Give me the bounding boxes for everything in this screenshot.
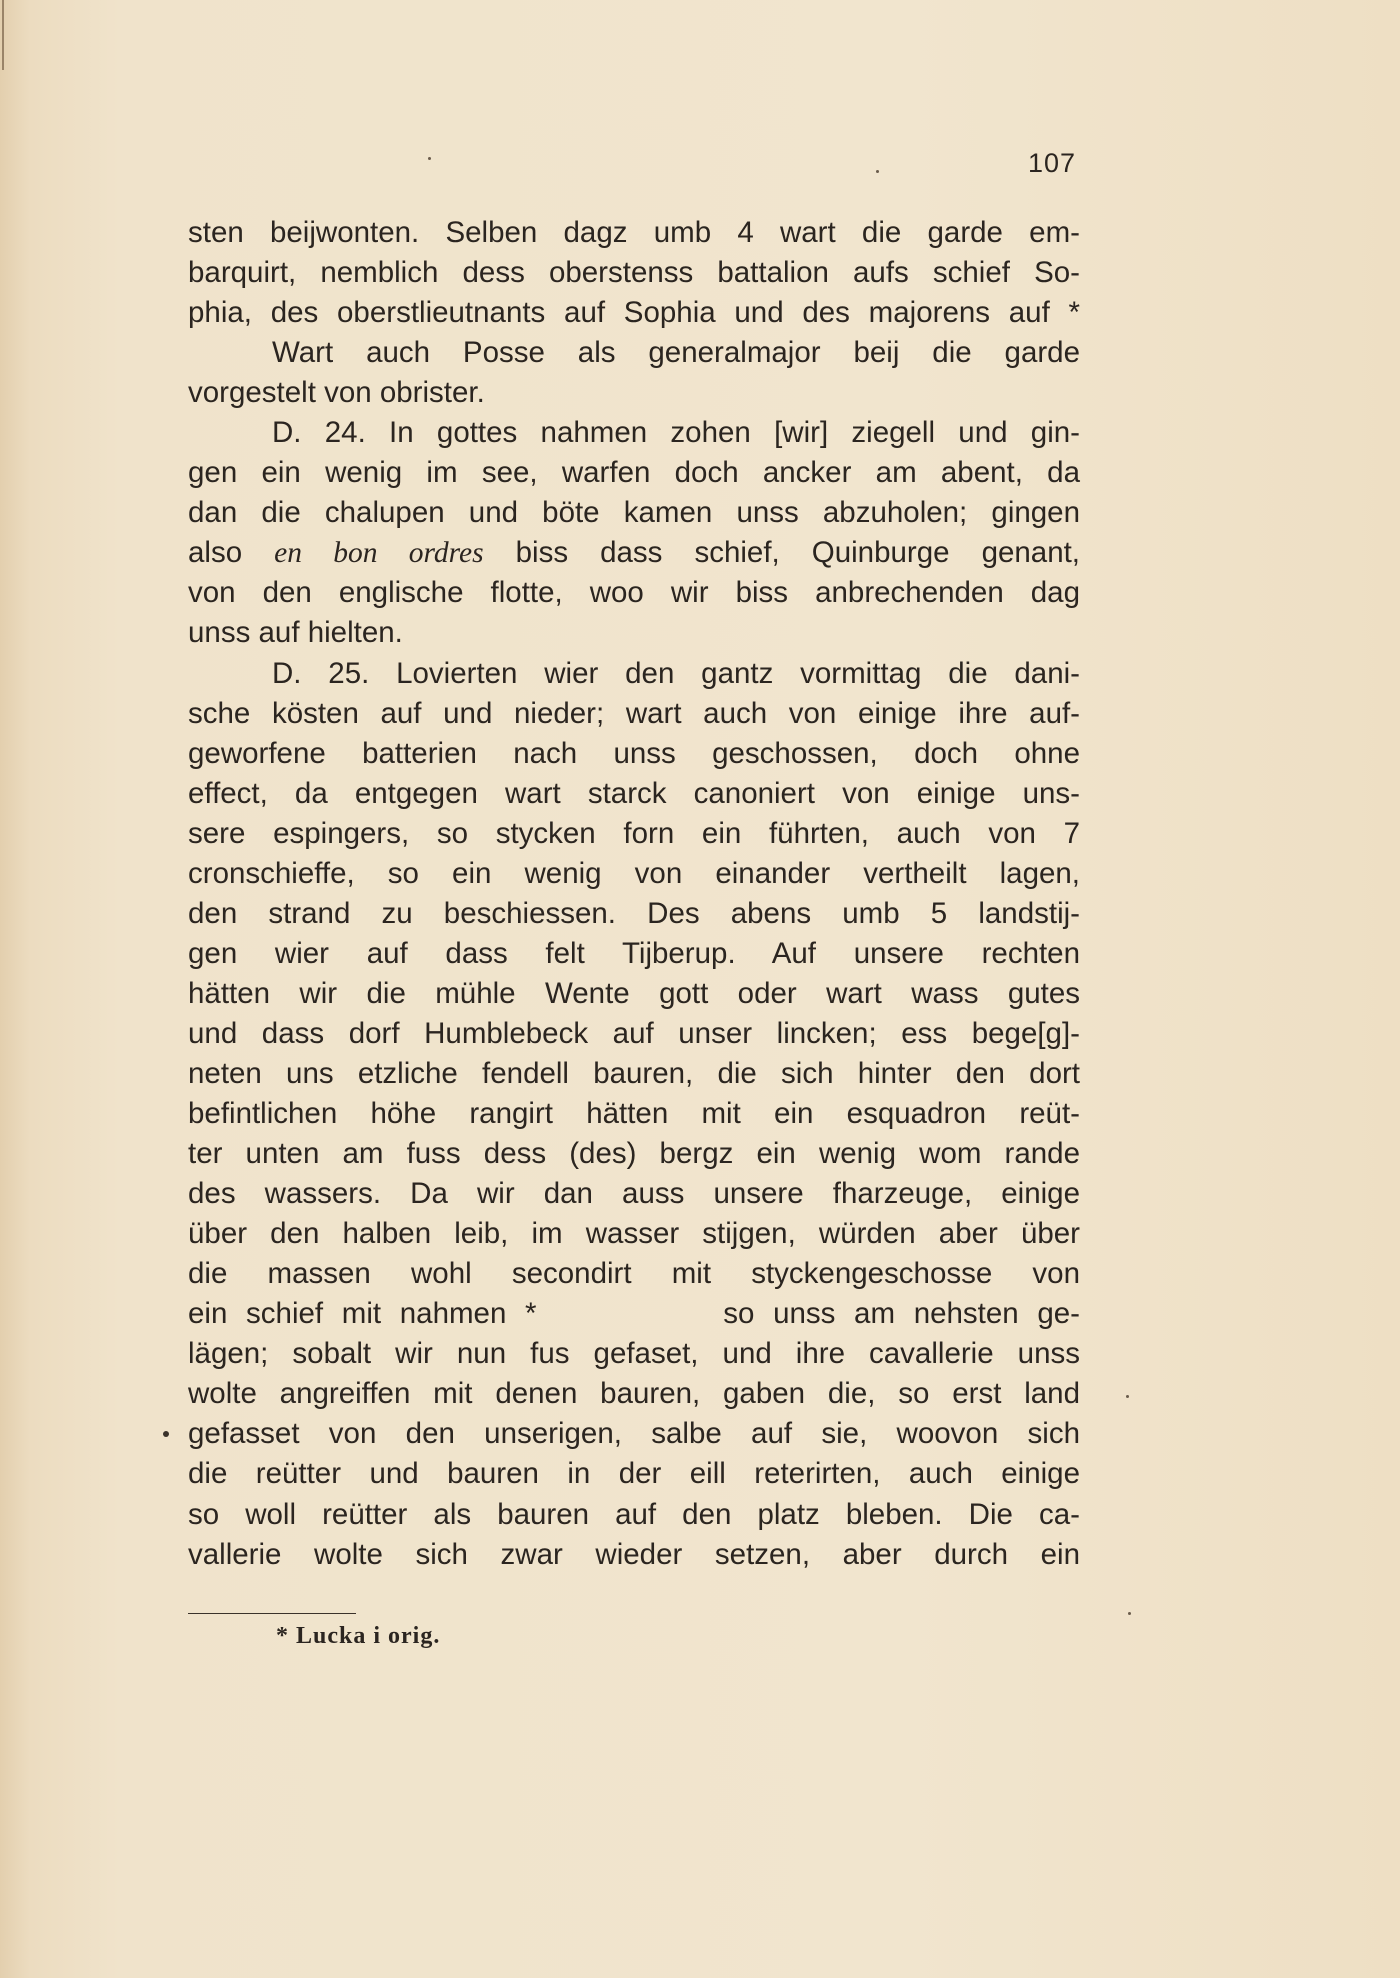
paper-speck (428, 157, 431, 160)
text-line: sten beijwonten. Selben dagz umb 4 wart die garde em- (188, 216, 1080, 249)
text-line: Wart auch Posse als generalmajor beij die garde (272, 336, 1080, 370)
text-line: und dass dorf Humblebeck auf unser lincken; ess bege[g]- (188, 1016, 1080, 1050)
text-line: über den halben leib, im wasser stijgen, würden aber über (188, 1217, 1080, 1251)
body-text (188, 213, 1080, 1575)
text-line: so woll reütter als bauren auf den platz bleben. Die ca- (188, 1497, 1080, 1531)
text-line: ter unten am fuss dess (des) bergz ein wenig wom rande (188, 1137, 1080, 1171)
margin-mark (163, 1431, 169, 1437)
text-line: hätten wir die mühle Wente gott oder wart wass gutes (188, 976, 1080, 1010)
page-edge-line (2, 0, 4, 70)
text-line: den strand zu beschiessen. Des abens umb 5 landstij- (188, 896, 1080, 930)
text-line: dan die chalupen und böte kamen unss abzuholen; gingen (188, 496, 1080, 530)
text-line: gen ein wenig im see, warfen doch ancker am abent, da (188, 456, 1080, 490)
text-line: die massen wohl secondirt mit styckengeschosse von (188, 1257, 1080, 1291)
text-line: die reütter und bauren in der eill reterirten, auch einige (188, 1457, 1080, 1491)
text-line: vorgestelt von obrister. (188, 376, 485, 410)
text-line: lägen; sobalt wir nun fus gefaset, und ihre cavallerie unss (188, 1337, 1080, 1371)
text-line: von den englische flotte, woo wir biss anbrechenden dag (188, 576, 1080, 610)
text-line: gefasset von den unserigen, salbe auf sie, woovon sich (188, 1417, 1080, 1451)
footnote-divider (188, 1613, 356, 1614)
text-line: sere espingers, so stycken forn ein führten, auch von 7 (188, 816, 1080, 850)
text-line-with-italic (188, 533, 1080, 573)
text-line: D. 24. In gottes nahmen zohen [wir] ziegell und gin- (272, 416, 1080, 450)
text-line: des wassers. Da wir dan auss unsere fharzeuge, einige (188, 1177, 1080, 1211)
text-line: vallerie wolte sich zwar wieder setzen, aber durch ein (188, 1537, 1080, 1571)
page-number: 107 (1028, 148, 1077, 178)
footnote: * Lucka i orig. (276, 1623, 441, 1649)
line-start: also (188, 536, 243, 570)
paper-speck (876, 170, 879, 173)
text-line: cronschieffe, so ein wenig von einander vertheilt lagen, (188, 856, 1080, 890)
text-line: unss auf hielten. (188, 616, 403, 650)
line-end: biss dass schief, Quinburge genant, (515, 536, 1080, 570)
text-line: geworfene batterien nach unss geschossen, doch ohne (188, 736, 1080, 770)
text-line: effect, da entgegen wart starck canoniert von einige uns- (188, 776, 1080, 810)
text-line: wolte angreiffen mit denen bauren, gaben die, so erst land (188, 1377, 1080, 1411)
paper-speck (1128, 1612, 1131, 1615)
text-line: sche kösten auf und nieder; wart auch von einige ihre auf- (188, 696, 1080, 730)
text-line: befintlichen höhe rangirt hätten mit ein esquadron reüt- (188, 1097, 1080, 1131)
text-line: ein schief mit nahmen * so unss am nehsten ge- (188, 1297, 1080, 1331)
text-line: phia, des oberstlieutnants auf Sophia und des majorens auf * (188, 296, 1080, 330)
text-line: D. 25. Lovierten wier den gantz vormittag die dani- (272, 656, 1080, 690)
text-line: barquirt, nemblich dess oberstenss battalion aufs schief So- (188, 256, 1080, 290)
italic-phrase: en bon ordres (274, 537, 484, 570)
text-line: neten uns etzliche fendell bauren, die sich hinter den dort (188, 1056, 1080, 1090)
text-line: gen wier auf dass felt Tijberup. Auf unsere rechten (188, 936, 1080, 970)
paper-speck (1126, 1395, 1129, 1398)
